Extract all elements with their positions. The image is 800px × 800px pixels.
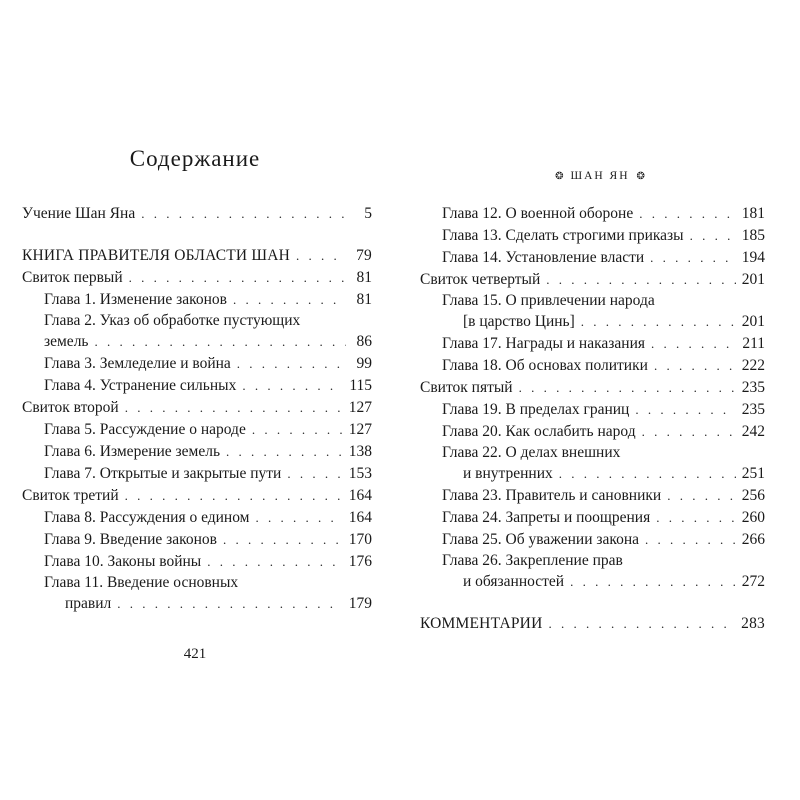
toc-entry-chapter [22,353,372,375]
toc-entry-chapter [420,291,765,311]
dot-leader [252,419,343,441]
toc-entry-chapter [420,551,765,571]
toc-page-number: 164 [348,509,372,526]
toc-entry-intro [22,203,372,225]
toc-entry-label: Глава 10. Законы войны [44,553,202,570]
dot-leader [690,225,736,247]
toc-entry-label: Глава 24. Запреты и поощрения [442,509,651,526]
dot-leader [519,377,736,399]
toc-entry-label: Глава 11. Введение основных [44,574,239,591]
toc-page-number: 251 [741,465,765,482]
toc-entry-label: Глава 13. Сделать строгими приказы [442,227,684,244]
toc-entry-scroll [22,397,372,419]
toc-entry-chapter [22,529,372,551]
toc-entry-chapter [420,443,765,463]
dot-leader [223,529,343,551]
running-head-text: ШАН ЯН [570,170,630,182]
dot-leader [141,203,346,225]
dot-leader [256,507,343,529]
toc-page-number: 127 [348,421,372,438]
toc-entry-label: Свиток четвертый [420,271,541,288]
toc-entry-label: Глава 3. Земледелие и война [44,355,231,372]
toc-entry-label: Глава 4. Устранение сильных [44,377,237,394]
toc-entry-label: Глава 25. Об уважении закона [442,531,640,548]
toc-page-number: 5 [364,205,372,222]
dot-leader [129,267,346,289]
toc-page-number: 201 [741,313,765,330]
toc-page-number: 185 [741,227,765,244]
toc-entry-chapter [420,203,765,225]
toc-entry-chapter [420,421,765,443]
dot-leader [548,613,735,635]
toc-entry-chapter-cont [22,331,372,353]
dot-leader [117,593,342,615]
toc-page-number: 81 [356,291,372,308]
dot-leader [654,355,736,377]
toc-entry-label: Глава 20. Как ослабить народ [442,423,636,440]
dot-leader [559,463,736,485]
toc-page-number: 201 [741,271,765,288]
toc-entry-label: Глава 19. В пределах границ [442,401,630,418]
toc-page-number: 260 [741,509,765,526]
toc-entry-chapter [420,485,765,507]
dot-leader [639,203,736,225]
toc-entry-scroll [22,267,372,289]
dot-leader [667,485,736,507]
toc-page-number: 194 [741,249,765,266]
toc-entry-label: КНИГА ПРАВИТЕЛЯ ОБЛАСТИ ШАН [22,247,291,264]
toc-page-number: 176 [348,553,372,570]
toc-page-number: 235 [741,379,765,396]
toc-entry-chapter [420,399,765,421]
toc-entry-chapter [22,573,372,593]
toc-page-number: 138 [348,443,372,460]
toc-page-number: 179 [348,595,372,612]
toc-entry-chapter [22,419,372,441]
toc-entry-chapter-cont [420,311,765,333]
toc-entry-scroll [22,485,372,507]
dot-leader [635,399,735,421]
dot-leader [95,331,347,353]
toc-page-number: 222 [741,357,765,374]
toc-entry-chapter [22,507,372,529]
toc-page-number: 79 [356,247,372,264]
toc-entry-chapter [420,355,765,377]
toc-page-number: 153 [348,465,372,482]
toc-page-number: 115 [349,377,372,394]
toc-page-number: 181 [741,205,765,222]
toc-entry-scroll [420,269,765,291]
toc-entry-label: Глава 15. О привлечении народа [442,292,655,309]
toc-page-number: 272 [741,573,765,590]
toc-page-number: 170 [348,531,372,548]
toc-entry-label: Глава 22. О делах внешних [442,444,621,461]
dot-leader [645,529,736,551]
toc-entry-label-cont: [в царство Цинь] [463,313,575,330]
toc-entry-label: Глава 12. О военной обороне [442,205,634,222]
toc-entry-label: Учение Шан Яна [22,205,136,222]
toc-entry-label: Глава 2. Указ об обработке пустующих [44,312,301,329]
toc-entry-label: Глава 18. Об основах политики [442,357,648,374]
toc-page-number: 266 [741,531,765,548]
toc-entry-label: КОММЕНТАРИИ [420,615,543,632]
dot-leader [570,571,736,593]
toc-entry-chapter [420,529,765,551]
toc-entry-chapter [420,507,765,529]
toc-entry-chapter [22,311,372,331]
toc-entry-commentary [420,613,765,635]
toc-page-number: 256 [741,487,765,504]
dot-leader [296,245,346,267]
page-title: Содержание [129,146,261,171]
toc-entry-chapter [22,375,372,397]
dot-leader [581,311,736,333]
toc-entry-chapter [420,225,765,247]
dot-leader [642,421,736,443]
dot-leader [287,463,342,485]
dot-leader [242,375,343,397]
toc-page-number: 99 [356,355,372,372]
dot-leader [233,289,346,311]
toc-entry-chapter [22,551,372,573]
right-page [400,0,800,800]
toc-page-number: 283 [741,615,765,632]
toc-entry-label: Глава 7. Открытые и закрытые пути [44,465,282,482]
page-number-footer: 421 [183,646,207,662]
toc-entry-chapter-cont [420,463,765,485]
toc-entry-chapter [420,247,765,269]
toc-entry-label-cont: и обязанностей [463,573,565,590]
dot-leader [546,269,735,291]
toc-page-number: 235 [741,401,765,418]
dot-leader [650,247,736,269]
toc-entry-label: Глава 8. Рассуждения о едином [44,509,250,526]
dot-leader [226,441,343,463]
toc-page-number: 81 [356,269,372,286]
toc-entry-label: Глава 6. Измерение земель [44,443,221,460]
toc-entry-chapter [22,441,372,463]
toc-entry-label: Глава 5. Рассуждение о народе [44,421,246,438]
dot-leader [651,333,736,355]
toc-entry-chapter [22,463,372,485]
toc-entry-label: Глава 23. Правитель и сановники [442,487,662,504]
toc-entry-label-cont: и внутренних [463,465,553,482]
toc-entry-label: Свиток третий [22,487,119,504]
toc-entry-label: Свиток пятый [420,379,513,396]
dot-leader [125,397,343,419]
toc-entry-chapter [420,333,765,355]
toc-entry-chapter-cont [420,571,765,593]
toc-entry-chapter-cont [22,593,372,615]
table-of-contents [22,203,372,615]
dot-leader [207,551,343,573]
toc-page-number: 164 [348,487,372,504]
toc-entry-label: Глава 9. Введение законов [44,531,217,548]
toc-entry-label: Глава 1. Изменение законов [44,291,227,308]
toc-entry-label: Свиток второй [22,399,119,416]
toc-entry-chapter [22,289,372,311]
dot-leader [656,507,736,529]
toc-entry-scroll [420,377,765,399]
toc-entry-label: Глава 26. Закрепление прав [442,552,623,569]
toc-page-number: 86 [356,333,372,350]
ornament-icon: ❂ [636,171,645,182]
toc-entry-label-cont: правил [65,595,112,612]
toc-entry-label: Глава 14. Установление власти [442,249,645,266]
toc-page-number: 242 [741,423,765,440]
dot-leader [237,353,346,375]
toc-entry-label-cont: земель [44,333,89,350]
toc-entry-book [22,245,372,267]
dot-leader [125,485,343,507]
table-of-contents [420,203,765,635]
running-head [400,170,800,182]
toc-entry-label: Глава 17. Награды и наказания [442,335,646,352]
ornament-icon: ❂ [555,171,564,182]
toc-entry-label: Свиток первый [22,269,123,286]
toc-page-number: 127 [348,399,372,416]
toc-page-number: 211 [742,335,765,352]
